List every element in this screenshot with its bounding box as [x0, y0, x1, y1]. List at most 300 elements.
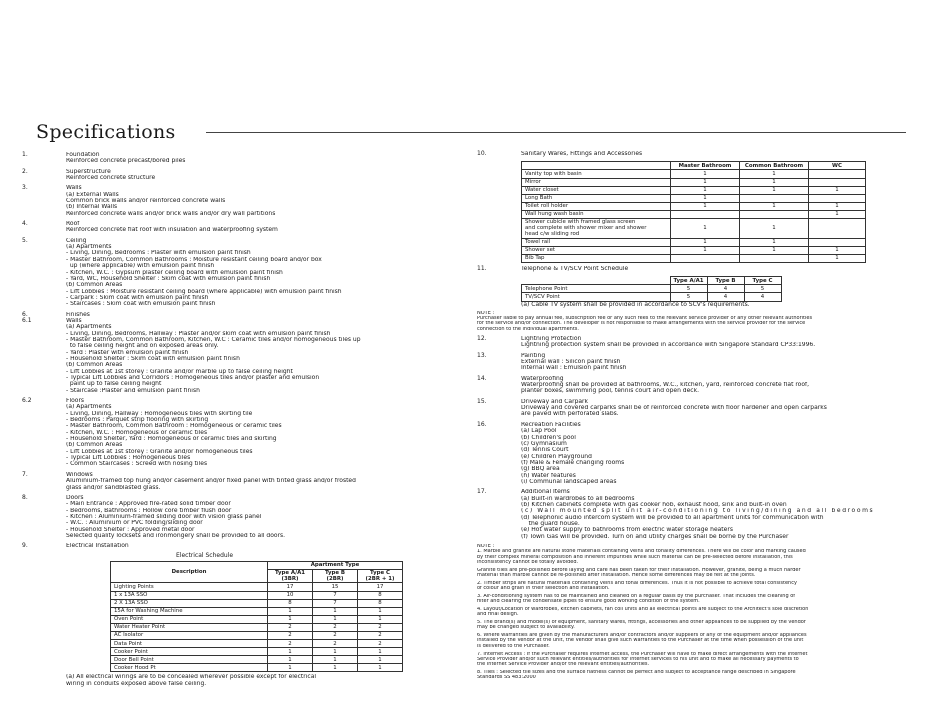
- cell-value: 4: [707, 293, 744, 301]
- item-line: - Yard : Plaster with emulsion paint finish: [66, 349, 189, 356]
- item-line: (f) Male & Female changing rooms: [521, 459, 625, 466]
- item-line: External wall : Silicon paint finish: [521, 359, 621, 366]
- row-label: [522, 210, 671, 218]
- item-heading: Waterproofing: [521, 375, 564, 382]
- cell-value: 1: [358, 607, 403, 615]
- item-line: - Master Bathroom, Common Bathrooms : Moisture resistant ceiling board and/or box: [66, 256, 322, 263]
- item-line: Internal wall : Emulsion paint finish: [521, 365, 627, 372]
- spec-item-telephone: [477, 266, 917, 272]
- table-row: [111, 623, 403, 631]
- item-line: Lightning protection system shall be provided in accordance with Singapore Standard CP33:1996.: [521, 342, 816, 349]
- spec-item: [22, 312, 462, 394]
- item-line: (a) Apartments: [66, 324, 112, 331]
- cell-value: 2: [313, 632, 358, 640]
- spec-item-electrical: [22, 543, 462, 687]
- cell-value: [671, 210, 740, 218]
- cell-value: 15: [313, 583, 358, 591]
- table-row: [111, 648, 403, 656]
- item-line: Walls: [66, 317, 82, 324]
- cable-tv-note: (a) Cable TV system shall be provided in accordance to SCV's requirements.: [521, 301, 750, 308]
- item-number: 9.: [22, 542, 28, 550]
- header-text: (2BR + 1): [365, 576, 395, 583]
- additional-more-lines: [521, 515, 917, 540]
- cell-value: 1: [268, 656, 313, 664]
- item-heading: Roof: [66, 221, 80, 228]
- row-label: TV/SCV Point: [522, 293, 671, 301]
- spec-item: [22, 472, 462, 491]
- cell-value: 1: [740, 178, 809, 186]
- table-row: [522, 238, 866, 246]
- label-line: Shower set: [525, 247, 556, 254]
- item-heading: Walls: [66, 185, 82, 192]
- item-line: (h) Water features: [521, 472, 576, 479]
- table-row: [522, 285, 782, 293]
- note-line: 3. Air-conditioning system has to be maintained and cleaned on a regular basis by the purchaser. That includes the cleaning of: [477, 593, 796, 599]
- cell-value: [809, 194, 866, 202]
- notes-body: [477, 549, 917, 680]
- spec-item-sanitary: [477, 151, 917, 157]
- label-line: Water closet: [525, 187, 559, 194]
- label-line: head c/w sliding rod: [525, 231, 580, 238]
- item-number: 16.: [477, 420, 487, 428]
- cell-value: 1: [313, 648, 358, 656]
- cell-value: 1: [809, 254, 866, 262]
- common-bathroom-header: Common Bathroom: [740, 162, 809, 170]
- row-label: Lighting Points: [111, 583, 268, 591]
- cell-value: 1: [313, 656, 358, 664]
- item-heading: Windows: [66, 471, 93, 478]
- note-paragraph: [477, 633, 917, 649]
- table-row: [522, 186, 866, 194]
- wc-header: WC: [809, 162, 866, 170]
- item-line: - Household Shelter, Yard : Homogeneous or ceramic tiles and skirting: [66, 436, 277, 443]
- spec-item: [477, 399, 917, 418]
- item-heading: Floors: [66, 398, 85, 405]
- item-line: paint up to false ceiling height: [66, 381, 162, 388]
- note-line: for the service and/or connection. The developer is not responsible to make arrangements with the service provider for the service: [477, 321, 806, 327]
- header-text: Type C: [370, 570, 390, 577]
- item-line: glass and/or sandblasted glass.: [66, 484, 161, 491]
- item-line: (a) Built-in wardrobes to all bedrooms: [521, 495, 635, 502]
- item-line: (e) Hot water supply to bathrooms from electric water storage heaters: [521, 527, 733, 534]
- row-label: [522, 170, 671, 178]
- page-title: Specifications: [36, 121, 176, 143]
- note-line: Service Provider and/or such relevant entities/authorities for internet services to his unit and to make all necessary payments to: [477, 656, 799, 662]
- cell-value: 2: [358, 632, 403, 640]
- telephone-note: [477, 311, 917, 332]
- note-line: (a) All electrical wirings are to be concealed wherever possible except for electrical: [66, 674, 317, 681]
- item-line: (b) Common Areas: [66, 362, 123, 369]
- note-paragraph: [477, 568, 917, 579]
- item-line: - Living, Dining, Bedrooms, Hallway : Plaster and/or skim coat with emulsion paint finish: [66, 330, 331, 337]
- row-label: [522, 219, 671, 239]
- table-row: [522, 293, 782, 301]
- table-row: [111, 640, 403, 648]
- cell-value: 7: [313, 591, 358, 599]
- note-line: Standards SS 483:2000: [477, 675, 536, 681]
- cell-value: 2: [313, 640, 358, 648]
- header-text: Type B: [324, 570, 346, 577]
- table-row: [522, 170, 866, 178]
- desc-header: Description: [111, 561, 268, 583]
- row-label: [522, 178, 671, 186]
- spec-item-additional: [477, 489, 917, 540]
- cell-value: 1: [358, 615, 403, 623]
- item-heading: Additional Items: [521, 489, 570, 496]
- row-label: Telephone Point: [522, 285, 671, 293]
- row-label: [522, 194, 671, 202]
- item-line: - W.C. : Aluminium or PVC folding/sliding door: [66, 520, 203, 527]
- note-paragraph: [477, 670, 917, 681]
- cell-value: [809, 178, 866, 186]
- item-line: - Kitchen : Aluminium-framed sliding door with vision glass panel: [66, 513, 262, 520]
- item-line: to false ceiling height and on exposed areas only.: [66, 343, 219, 350]
- table-row: [522, 210, 866, 218]
- item-number: 15.: [477, 397, 487, 405]
- apartment-type-header: [313, 570, 358, 583]
- cell-value: 1: [671, 238, 740, 246]
- item-heading: Recreation Facilities: [521, 421, 581, 428]
- cell-value: 5: [670, 293, 707, 301]
- cell-value: 1: [671, 170, 740, 178]
- note-line: wiring in conduits exposed above false ceiling.: [66, 680, 207, 687]
- general-notes: [477, 544, 917, 681]
- spec-item: [477, 353, 917, 372]
- cell-value: 1: [358, 664, 403, 672]
- electrical-schedule-caption: Electrical Schedule: [176, 551, 234, 559]
- note-line: may be changed subject to availability.: [477, 625, 575, 631]
- cell-value: 17: [358, 583, 403, 591]
- table-row: [522, 254, 866, 262]
- item-line: Reinforced concrete flat roof with insulation and waterproofing system: [66, 227, 278, 234]
- item-line: (b) Kitchen cabinets complete with gas cooker hob, exhaust hood, sink and built-in oven: [521, 501, 787, 508]
- item-line: - Yard, WC, Household Shelter : Skim coat with emulsion paint finish: [66, 275, 271, 282]
- spec-item: [22, 398, 462, 468]
- table-row: [522, 219, 866, 239]
- type-b-header: Type B: [707, 277, 744, 285]
- table-row: [522, 178, 866, 186]
- cell-value: 1: [313, 664, 358, 672]
- left-column: [22, 152, 462, 691]
- item-number: 12.: [477, 335, 487, 343]
- note-paragraph: [477, 652, 917, 668]
- item-number: 17.: [477, 488, 487, 496]
- cell-value: 1: [671, 246, 740, 254]
- item-line: - Household Shelter : Skim coat with emulsion paint finish: [66, 355, 240, 362]
- cell-value: 1: [740, 246, 809, 254]
- telephone-note-lines: [477, 316, 917, 332]
- item-line: Aluminium-framed top hung and/or casement and/or fixed panel with tinted glass and/or frosted: [66, 478, 356, 485]
- item-heading: Painting: [521, 352, 546, 359]
- cell-value: 1: [809, 186, 866, 194]
- cell-value: 1: [358, 648, 403, 656]
- cell-value: 1: [740, 186, 809, 194]
- note-paragraph: [477, 549, 917, 565]
- cell-value: 8: [268, 599, 313, 607]
- spec-item: [477, 336, 917, 349]
- item-line: - Staircase :Plaster and emulsion paint finish: [66, 387, 200, 394]
- label-line: Mirror: [525, 178, 541, 185]
- sanitary-table: [521, 161, 866, 263]
- item-line: (d) Telephonic audio intercom system will be provided to all apartment units for communication with: [521, 514, 824, 521]
- cell-value: 1: [740, 170, 809, 178]
- note-line: of colour and grain in their selection and installation.: [477, 586, 610, 592]
- note-line: Granite tiles are pre-polished before laying and care has been taken for their installation. However, granite, being a much harder: [477, 567, 801, 573]
- table-row: [111, 632, 403, 640]
- row-label: Door Bell Point: [111, 656, 268, 664]
- item-number: 11.: [477, 264, 487, 272]
- item-line: Waterproofing shall be provided at bathrooms, W.C., kitchen, yard, reinforced concrete flat roof,: [521, 382, 810, 389]
- header-text: (3BR): [281, 576, 299, 583]
- cell-value: [740, 194, 809, 202]
- item-number: 7.: [22, 470, 28, 478]
- item-heading: Foundation: [66, 152, 100, 158]
- item-line: - Kitchen, W.C. : Gypsum plaster ceiling board with emulsion paint finish: [66, 269, 283, 276]
- item-line: - Typical Lift Lobbies : Homogeneous tiles: [66, 455, 191, 462]
- label-line: and complete with shower mixer and shower: [525, 225, 647, 232]
- row-label: Cooker Hood Pt: [111, 664, 268, 672]
- label-line: Towel rail: [525, 239, 551, 246]
- note-line: 1. Marble and granite are natural stone materials containing veins and tonality differences. There will be color and marking caused: [477, 549, 806, 555]
- cell-value: 8: [358, 591, 403, 599]
- item-line: (a) Apartments: [66, 244, 112, 251]
- cell-value: 1: [671, 202, 740, 210]
- table-row: [111, 583, 403, 591]
- note-heading: NOTE :: [477, 310, 495, 316]
- spec-item: [477, 422, 917, 485]
- item-line: - Living, Dining, Hallway : Homogeneous tiles with skirting tile: [66, 410, 253, 417]
- note-line: connection to the individual apartments.: [477, 326, 579, 332]
- cell-value: 1: [358, 656, 403, 664]
- item-line: Selected quality locksets and ironmongery shall be provided to all doors.: [66, 532, 286, 539]
- empty-header: [522, 277, 671, 285]
- cell-value: 2: [268, 640, 313, 648]
- item-line: - Main Entrance : Approved fire-rated solid timber door: [66, 501, 231, 508]
- row-label: Water Heater Point: [111, 623, 268, 631]
- item-heading: Sanitary Wares, Fittings and Accessories: [521, 151, 643, 157]
- spec-item: [22, 169, 462, 182]
- item-number: 14.: [477, 374, 487, 382]
- item-line: (d) Tennis Court: [521, 447, 569, 454]
- item-number: 10.: [477, 150, 487, 157]
- note-paragraph: [477, 620, 917, 631]
- note-line: 6. Where warranties are given by the manufacturers and/or contractors and/or suppliers of any of the equipment and/or appliances: [477, 633, 807, 639]
- item-heading: Finishes: [66, 311, 90, 318]
- row-label: AC Isolator: [111, 632, 268, 640]
- item-line: - Master Bathroom, Common Bathroom, Kitchen, W.C : Ceramic tiles and/or homogeneous tiles up: [66, 336, 361, 343]
- cell-value: 17: [268, 583, 313, 591]
- cell-value: 1: [809, 210, 866, 218]
- label-line: Bib Tap: [525, 255, 545, 262]
- row-label: [522, 246, 671, 254]
- item-number: 1.: [22, 151, 28, 158]
- empty-header: [522, 162, 671, 170]
- item-number: 13.: [477, 351, 487, 359]
- item-line: (i) Communal landscaped areas: [521, 478, 617, 485]
- type-a-header: Type A/A1: [670, 277, 707, 285]
- item-number: 2.: [22, 167, 28, 175]
- table-row: [522, 246, 866, 254]
- item-line: (e) Children Playground: [521, 453, 592, 460]
- item-heading: Superstructure: [66, 168, 111, 175]
- note-line: material than marble cannot be re-polished after installation. Hence some differences may be felt at the joints.: [477, 573, 756, 578]
- note-paragraph: [477, 581, 917, 592]
- cell-value: 5: [744, 285, 781, 293]
- electrical-schedule-table: [110, 561, 403, 673]
- item-line: (b) Children's pool: [521, 434, 576, 441]
- cell-value: 2: [313, 623, 358, 631]
- additional-lines: [521, 489, 917, 508]
- cell-value: 4: [707, 285, 744, 293]
- item-line: Driveway and covered carparks shall be of reinforced concrete with floor hardener and open carparks: [521, 405, 827, 412]
- item-line: Common brick walls and/or reinforced concrete walls: [66, 198, 226, 205]
- spec-item: [22, 221, 462, 234]
- item-line: - Bedrooms, Bathrooms : Hollow core timber flush door: [66, 507, 232, 514]
- item-line: - Bedrooms : Parquet strip flooring with skirting: [66, 417, 209, 424]
- item-line: (a) Apartments: [66, 404, 112, 411]
- note-line: 7. Internet Access : If the Purchaser requires internet access, the Purchaser will have to make direct arrangements with the Internet: [477, 651, 808, 657]
- item-line: - Master Bathroom, Common Bathroom : Homogeneous or ceramic tiles: [66, 423, 282, 430]
- item-line: (g) BBQ area: [521, 466, 560, 473]
- item-number: 5.: [22, 236, 28, 244]
- right-spec-items: [477, 336, 917, 485]
- row-label: Oven Point: [111, 615, 268, 623]
- note-line: 5. The brand(s) and model(s) of equipment, sanitary wares, fittings, accessories and other appliances to be supplied by the vendor: [477, 620, 806, 626]
- item-number: 3.: [22, 184, 28, 192]
- item-number: 6. 6.1: [22, 310, 32, 324]
- item-heading: Lightning Protection: [521, 336, 582, 343]
- spec-item: [22, 495, 462, 539]
- item-number: 4.: [22, 220, 28, 228]
- item-line: Reinforced concrete precast/bored piles: [66, 158, 186, 165]
- item-line: (c) Gymnasium: [521, 440, 567, 447]
- item-heading: Electrical Installation: [66, 543, 129, 550]
- item-line: (b) Common Areas: [66, 442, 123, 449]
- note-line: 4. Layout/Location of wardrobes, kitchen cabinets, fan coil units and all electrical points are subject to the Architect's sole discretion: [477, 606, 809, 612]
- item-line: (a) Lap Pool: [521, 428, 557, 435]
- row-label: 1 x 13A SSO: [111, 591, 268, 599]
- type-c-header: Type C: [744, 277, 781, 285]
- cell-value: 1: [740, 238, 809, 246]
- cell-value: 1: [268, 615, 313, 623]
- cell-value: [671, 254, 740, 262]
- label-line: Wall hung wash basin: [525, 211, 584, 218]
- item-line: - Common Staircases : Screed with nosing tiles: [66, 461, 208, 468]
- item-number: 6.2: [22, 397, 32, 405]
- spec-item: [477, 376, 917, 395]
- note-paragraph: [477, 594, 917, 605]
- row-label: [522, 186, 671, 194]
- cell-value: 10: [268, 591, 313, 599]
- cell-value: 1: [809, 202, 866, 210]
- item-line: - Household Shelter : Approved metal door: [66, 526, 195, 533]
- spec-item: [22, 238, 462, 308]
- cell-value: 1: [740, 219, 809, 239]
- item-line: - Lift Lobbies at 1st storey : Granite and/or homogeneous tiles: [66, 448, 253, 455]
- label-line: Toilet roll holder: [525, 203, 569, 210]
- electrical-note: [66, 674, 462, 687]
- row-label: Cooker Point: [111, 648, 268, 656]
- table-row: [522, 202, 866, 210]
- cell-value: 1: [671, 186, 740, 194]
- cell-value: [809, 219, 866, 239]
- cell-value: 1: [313, 607, 358, 615]
- cell-value: [740, 254, 809, 262]
- item-line: (b) Internal Walls: [66, 204, 118, 211]
- cell-value: 5: [670, 285, 707, 293]
- cell-value: 8: [358, 599, 403, 607]
- item-line: (b) Common Areas: [66, 282, 123, 289]
- left-spec-items: [22, 152, 462, 539]
- spec-item: [22, 185, 462, 217]
- title-rule: [206, 132, 906, 133]
- row-label: Data Point: [111, 640, 268, 648]
- additional-line-c: (c) Wall mounted split unit air-conditioning to living/dining and all bedrooms: [521, 508, 875, 515]
- item-line: - Kitchen, W.C. : Homogeneous or ceramic tiles: [66, 429, 208, 436]
- note-line: is delivered to the Purchaser.: [477, 643, 550, 649]
- item-line: planter boxes, swimming pool, tennis court and open deck.: [521, 388, 699, 395]
- right-column: [477, 151, 917, 683]
- item-line: (a) External Walls: [66, 191, 119, 198]
- row-label: [522, 202, 671, 210]
- table-row: [111, 656, 403, 664]
- cell-value: 2: [268, 623, 313, 631]
- note-paragraph: [477, 607, 917, 618]
- item-number: 8.: [22, 493, 28, 501]
- note-heading: NOTE :: [477, 544, 495, 550]
- item-line: Reinforced concrete structure: [66, 175, 156, 182]
- telephone-table: [521, 276, 782, 301]
- cell-value: 7: [313, 599, 358, 607]
- cell-value: 1: [671, 194, 740, 202]
- cell-value: 1: [313, 615, 358, 623]
- header-text: Type A/A1: [274, 570, 305, 577]
- item-heading: Doors: [66, 494, 84, 501]
- note-line: filter and clearing the condensate pipes to ensure good working condition of the system.: [477, 599, 700, 605]
- item-line: - Carpark : Skim coat with emulsion paint finish: [66, 294, 209, 301]
- cell-value: 1: [740, 202, 809, 210]
- row-label: 15A for Washing Machine: [111, 607, 268, 615]
- item-line: are paved with perforated slabs.: [521, 411, 619, 418]
- cell-value: 1: [268, 664, 313, 672]
- note-line: by their complex mineral composition and inherent impurities while such material can be pre-selected before installation, this: [477, 554, 793, 560]
- item-heading: Driveway and Carpark: [521, 398, 588, 405]
- cell-value: 4: [744, 293, 781, 301]
- cell-value: [809, 170, 866, 178]
- item-heading: Ceiling: [66, 237, 87, 244]
- table-row: [111, 607, 403, 615]
- row-label: [522, 238, 671, 246]
- item-line: the guard house.: [521, 520, 580, 527]
- cell-value: 2: [268, 632, 313, 640]
- cell-value: 2: [358, 640, 403, 648]
- label-line: Shower cubicle with framed glass screen: [525, 219, 636, 225]
- item-line: up (where applicable) with emulsion paint finish: [66, 263, 215, 270]
- note-line: 2. Timber strips are natural materials containing veins and tonal differences. Thus it is not possible to achieve total consistency: [477, 580, 797, 586]
- label-line: Vanity top with basin: [525, 170, 582, 177]
- apartment-type-header: [358, 570, 403, 583]
- apartment-type-header: Apartment Type: [268, 561, 403, 569]
- item-line: - Lift Lobbies : Moisture resistant ceiling board (where applicable) with emulsion paint finish: [66, 288, 342, 295]
- item-line: - Staircases : Skim coat with emulsion paint finish: [66, 301, 216, 308]
- cell-value: [809, 238, 866, 246]
- note-line: 8. Tiles : Selected tile sizes and the surface flatness cannot be perfect and subject to acceptance range described in Singapore: [477, 669, 796, 675]
- cell-value: 1: [671, 219, 740, 239]
- item-line: (f) Town Gas will be provided. Turn on and utility charges shall be borne by the Purchaser: [521, 533, 789, 540]
- cell-value: [740, 210, 809, 218]
- row-label: 2 X 13A SSO: [111, 599, 268, 607]
- cell-value: 1: [671, 178, 740, 186]
